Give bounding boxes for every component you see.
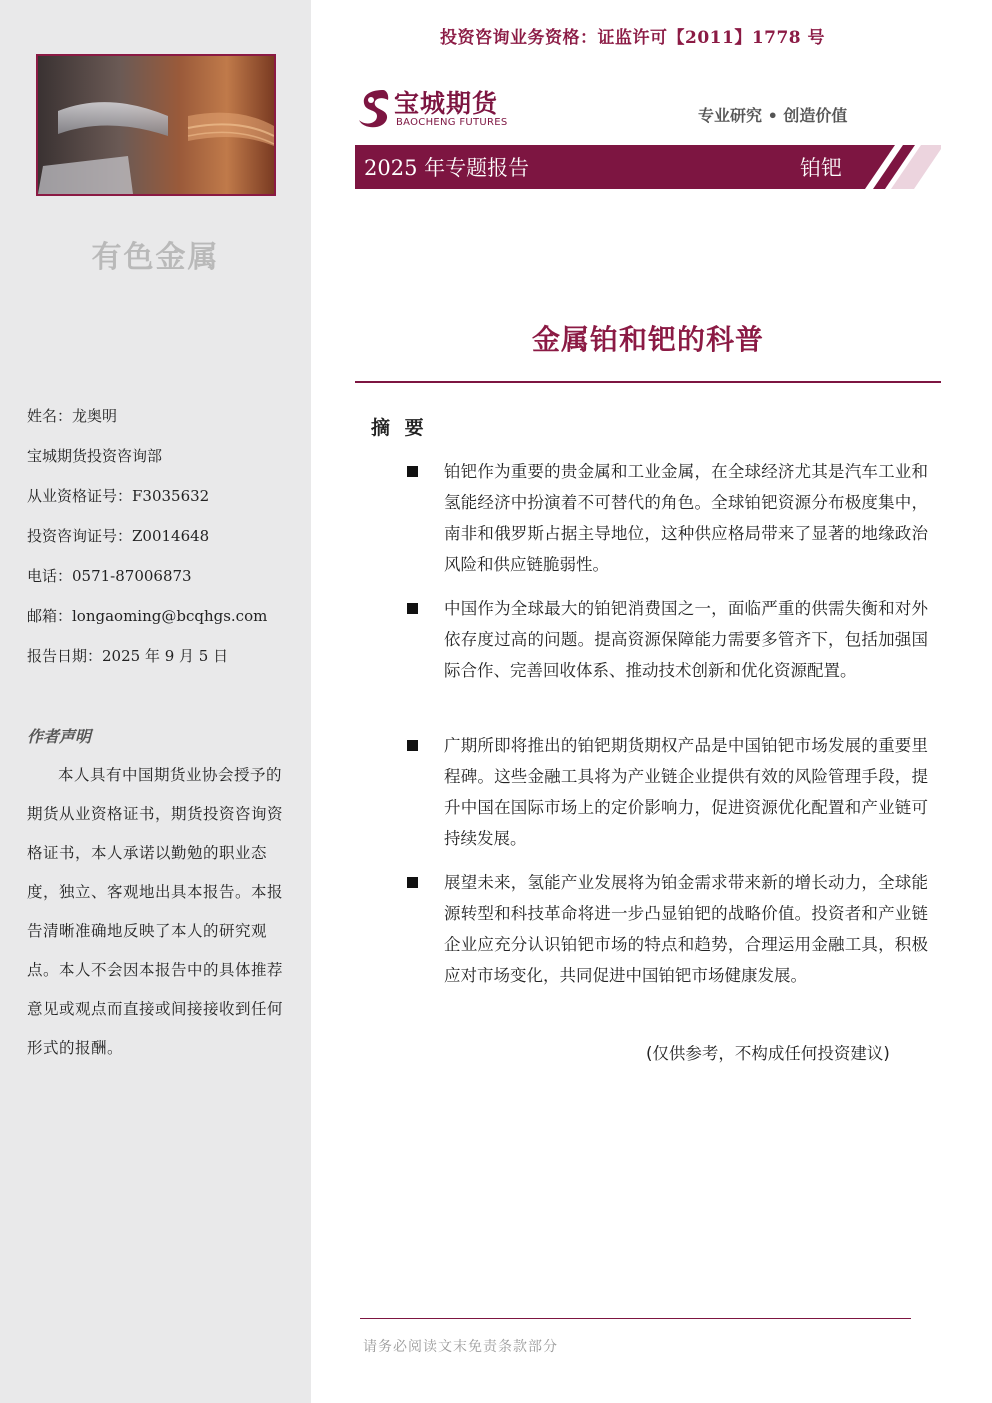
bullet-square-icon [407,740,418,751]
abstract-bullet-text: 展望未来，氢能产业发展将为铂金需求带来新的增长动力，全球能源转型和科技革命将进一步凸显铂钯的战略价值。投资者和产业链企业应充分认识铂钯市场的特点和趋势，合理运用金融工具，积极应对市场变化，共同促进中国铂钯市场健康发展。 [444,873,928,985]
footer-disclaimer-link[interactable]: 请务必阅读文末免责条款部分 [363,1339,558,1355]
qualification-number: 从业资格证号：F3035632 [27,487,210,505]
author-name: 姓名：龙奥明 [27,407,118,425]
abstract-bullet-text: 中国作为全球最大的铂钯消费国之一，面临严重的供需失衡和对外依存度过高的问题。提高资源保障能力需要多管齐下，包括加强国际合作、完善回收体系、推动技术创新和优化资源配置。 [444,599,928,680]
sidebar [0,0,311,1403]
abstract-bullet [403,456,928,580]
report-category: 有色金属 [91,240,220,275]
abstract-bullet-text: 广期所即将推出的铂钯期货期权产品是中国铂钯市场发展的重要里程碑。这些金融工具将为产业链企业提供有效的风险管理手段，提升中国在国际市场上的定价影响力，促进资源优化配置和产业链可持续发展。 [444,736,928,848]
author-department: 宝城期货投资咨询部 [27,447,163,465]
cover-photo-copper-coil [38,56,274,194]
email-address[interactable]: 邮箱：longaoming@bcqhgs.com [27,607,268,625]
logo-text-en: BAOCHENG FUTURES [396,117,508,128]
abstract-bullet [403,867,928,991]
report-title: 金属铂和钯的科普 [531,323,764,356]
logo-text-cn: 宝城期货 [394,89,499,118]
declaration-body: 本人具有中国期货业协会授予的期货从业资格证书，期货投资咨询资格证书，本人承诺以勤勉的职业态度，独立、客观地出具本报告。本报告清晰准确地反映了本人的研究观点。本人不会因本报告中的具体推荐意见或观点而直接或间接接收到任何形式的报酬。 [27,766,284,1057]
bullet-square-icon [407,603,418,614]
footer-divider [360,1318,911,1319]
phone-number: 电话：0571-87006873 [27,567,192,585]
qualification-license: 投资咨询业务资格：证监许可【2011】1778 号 [440,28,826,48]
report-date: 报告日期：2025 年 9 月 5 日 [27,647,229,665]
abstract-bullet-text: 铂钯作为重要的贵金属和工业金属，在全球经济尤其是汽车工业和氢能经济中扮演着不可替代的角色。全球铂钯资源分布极度集中，南非和俄罗斯占据主导地位，这种供应格局带来了显著的地缘政治风险和供应链脆弱性。 [444,462,928,574]
slogan: 专业研究 • 创造价值 [698,106,848,125]
disclaimer-note: (仅供参考，不构成任何投资建议) [646,1044,890,1063]
abstract-heading: 摘 要 [371,417,428,439]
bullet-square-icon [407,877,418,888]
cover-image [36,54,276,196]
abstract-bullet [403,593,928,686]
title-divider [355,381,941,383]
banner-product: 铂钯 [800,156,842,180]
consulting-number: 投资咨询证号：Z0014648 [27,527,210,545]
bullet-square-icon [407,466,418,477]
abstract-bullet [403,730,928,854]
banner-report-type: 2025 年专题报告 [364,156,530,180]
declaration-title: 作者声明 [27,727,92,746]
